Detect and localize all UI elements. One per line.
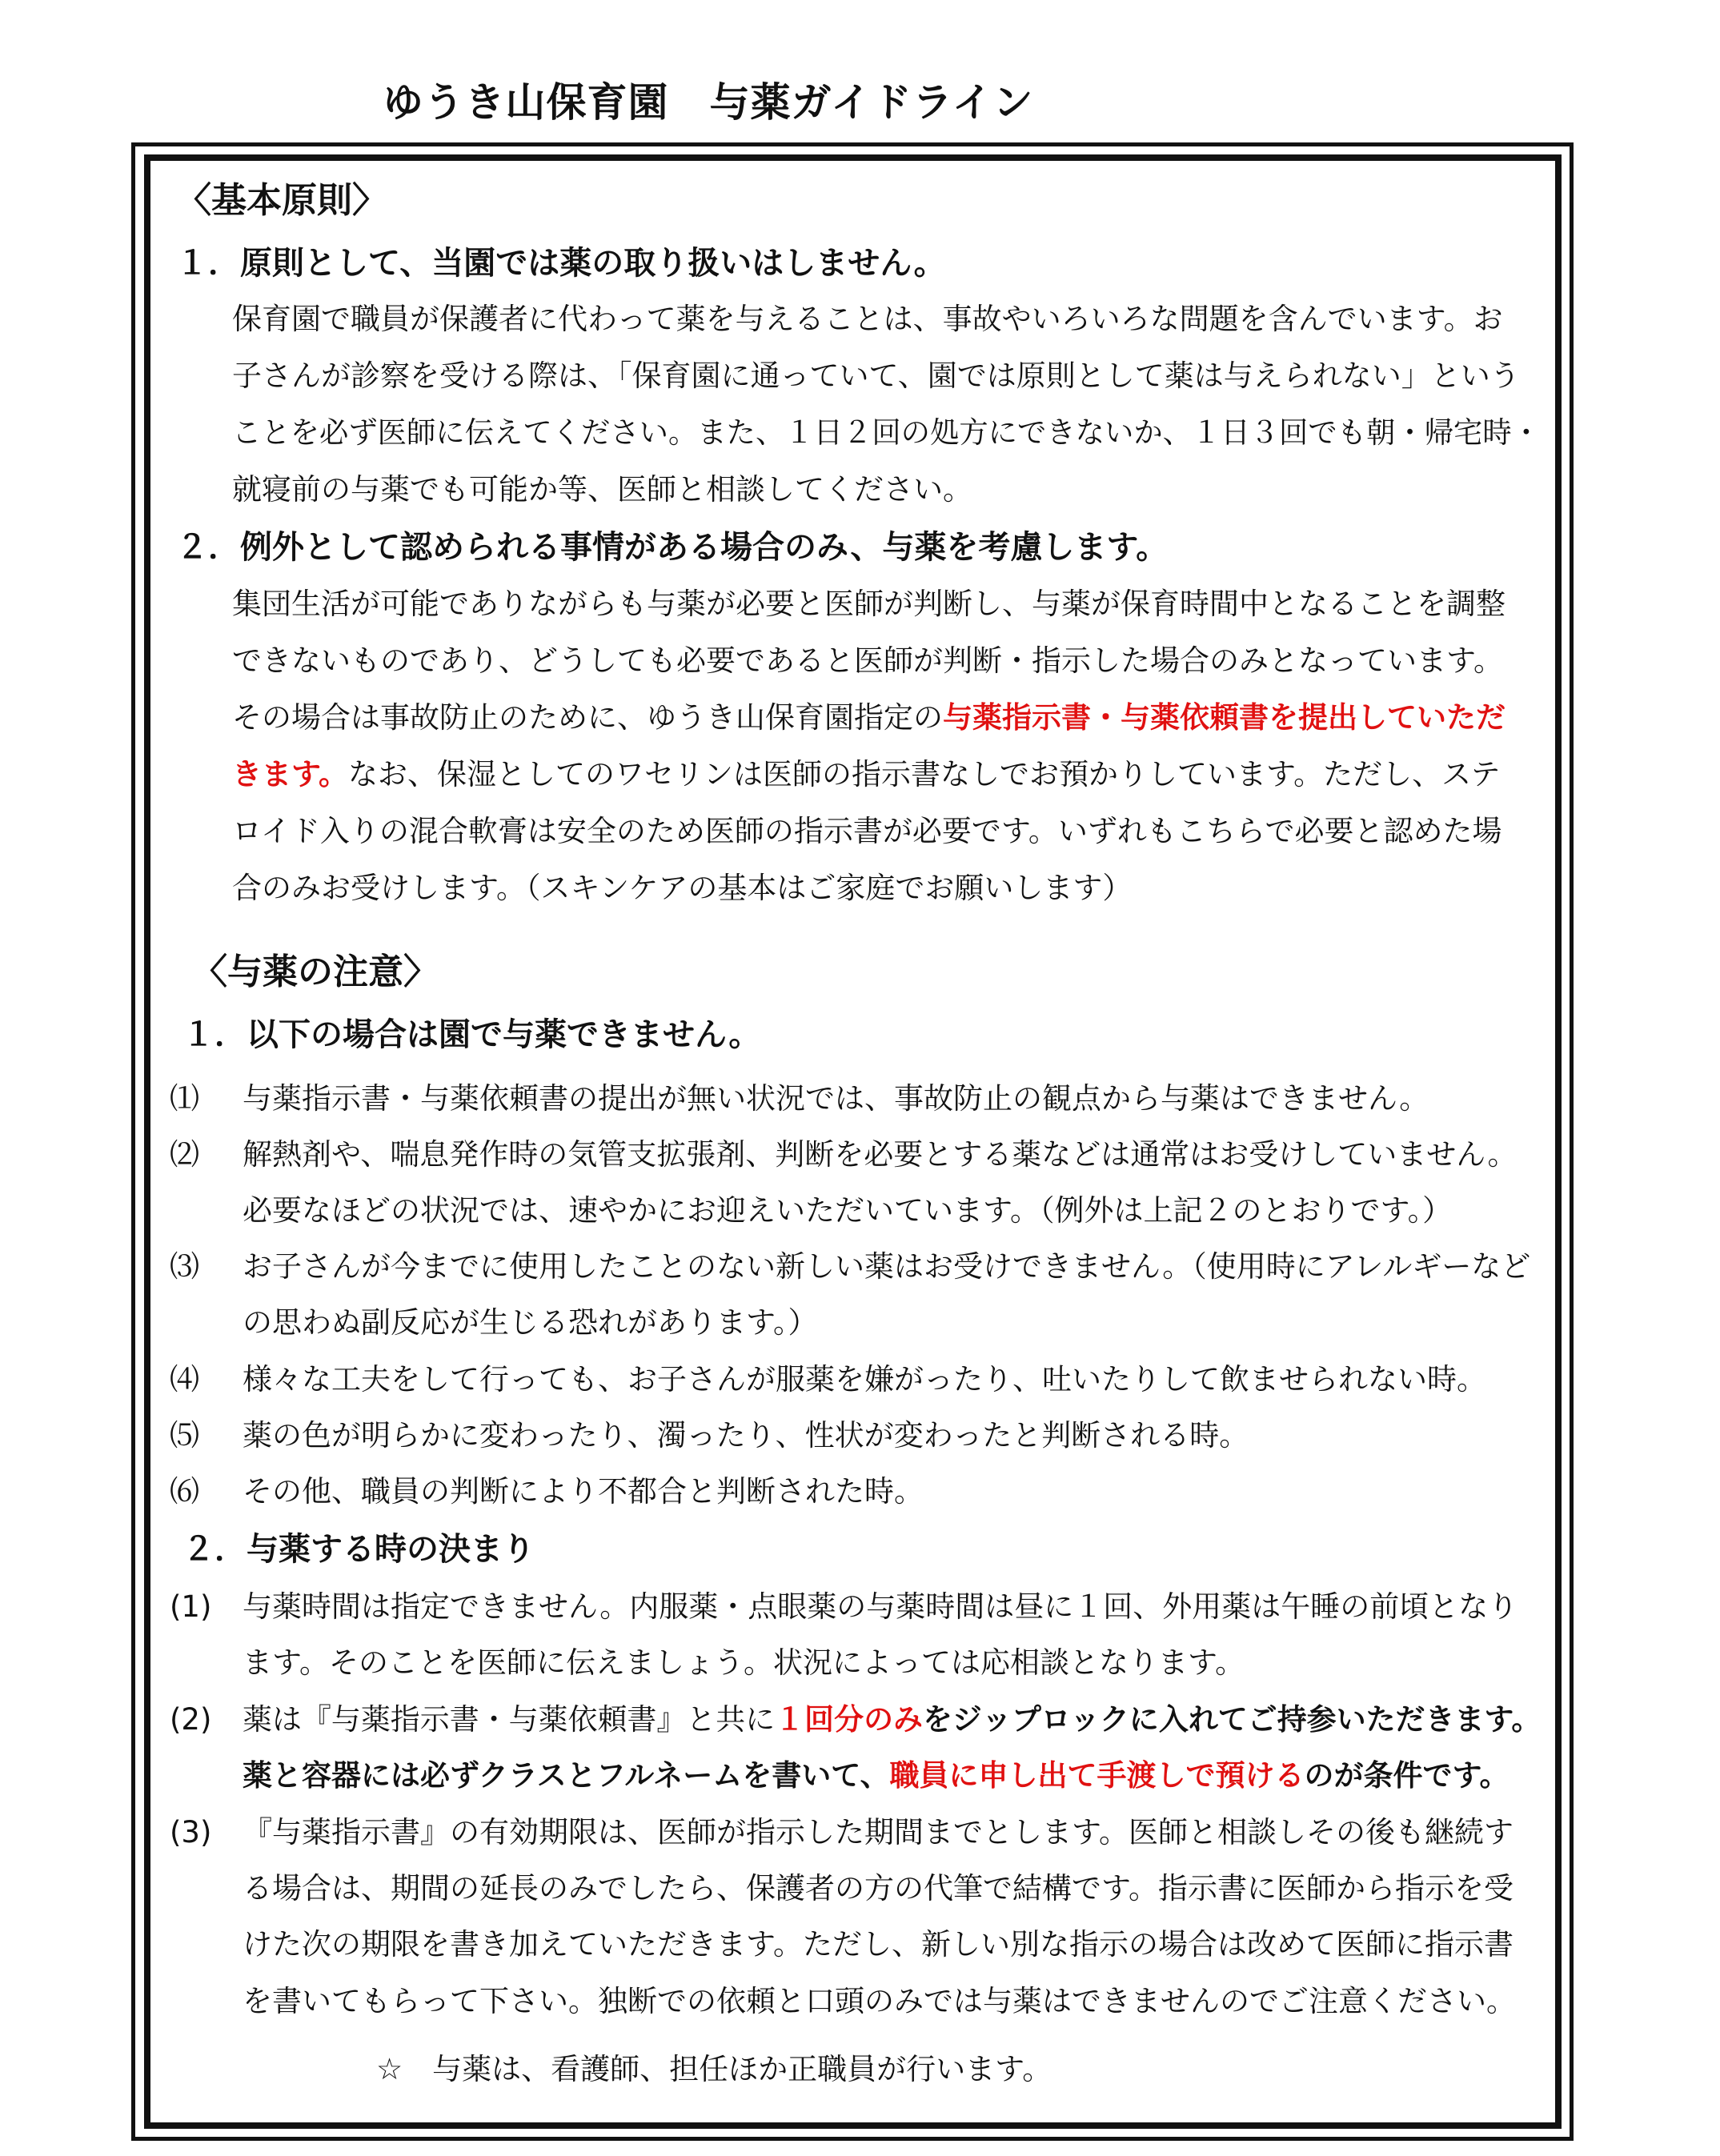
list-item xyxy=(243,1700,1541,1740)
text-run: 薬は『与薬指示書・与薬依頼書』と共に xyxy=(243,1702,776,1737)
emphasis-text: １回分のみ xyxy=(775,1702,923,1737)
section-heading-medication-notes: 〈与薬の注意〉 xyxy=(192,952,439,992)
paragraph-line: 合のみお受けします。（スキンケアの基本はご家庭でお願いします） xyxy=(232,871,1133,905)
item-number: ⑹ xyxy=(170,1474,199,1509)
list-item: その他、職員の判断により不都合と判断された時。 xyxy=(243,1474,924,1509)
list-item: 様々な工夫をして行っても、お子さんが服薬を嫌がったり、吐いたりして飲ませられない時。 xyxy=(243,1362,1486,1397)
list-item: けた次の期限を書き加えていただきます。ただし、新しい別な指示の場合は改めて医師に指示書 xyxy=(243,1927,1514,1962)
item-number: ⑵ xyxy=(170,1137,199,1172)
footer-note: ☆ 与薬は、看護師、担任ほか正職員が行います。 xyxy=(376,2052,1052,2086)
page-title: ゆうき山保育園 与薬ガイドライン xyxy=(383,79,1034,126)
paragraph-line xyxy=(232,755,1500,795)
bold-text: をジップロックに入れてご持参いただきます。 xyxy=(922,1702,1542,1737)
paragraph-line: 就寝前の与薬でも可能か等、医師と相談してください。 xyxy=(232,472,972,507)
point-heading: ２．例外として認められる事情がある場合のみ、与薬を考慮します。 xyxy=(176,529,1169,566)
list-item: ます。そのことを医師に伝えましょう。状況によっては応相談となります。 xyxy=(243,1645,1245,1680)
list-item xyxy=(243,1756,1510,1796)
bold-text: 薬と容器には必ずクラスとフルネームを書いて、 xyxy=(243,1758,890,1793)
list-item: お子さんが今までに使用したことのない新しい薬はお受けできません。（使用時にアレルギーなど xyxy=(243,1249,1531,1284)
point-heading: ２．与薬する時の決まり xyxy=(182,1531,535,1568)
item-number: (1) xyxy=(170,1589,212,1624)
paragraph-line: 保育園で職員が保護者に代わって薬を与えることは、事故やいろいろな問題を含んでいます。お xyxy=(232,302,1503,336)
paragraph-line: ロイド入りの混合軟膏は安全のため医師の指示書が必要です。いずれもこちらで必要と認めた場 xyxy=(232,814,1502,848)
emphasis-text: 与薬指示書・与薬依頼書を提出していただ xyxy=(943,700,1506,735)
item-number: ⑷ xyxy=(170,1362,199,1397)
list-item: 薬の色が明らかに変わったり、濁ったり、性状が変わったと判断される時。 xyxy=(243,1418,1249,1453)
list-item: の思わぬ副反応が生じる恐れがあります。） xyxy=(243,1305,818,1340)
text-run: なお、保湿としてのワセリンは医師の指示書なしでお預かりしています。ただし、ステ xyxy=(348,757,1501,791)
text-run: その場合は事故防止のために、ゆうき山保育園指定の xyxy=(232,700,943,735)
paragraph-line: できないものであり、どうしても必要であると医師が判断・指示した場合のみとなっています。 xyxy=(232,643,1504,678)
paragraph-line: ことを必ず医師に伝えてください。また、１日２回の処方にできないか、１日３回でも朝・帰宅時・ xyxy=(232,415,1542,450)
section-heading-basic-principles: 〈基本原則〉 xyxy=(176,180,387,221)
list-item: 与薬指示書・与薬依頼書の提出が無い状況では、事故防止の観点から与薬はできません。 xyxy=(243,1081,1429,1116)
item-number: (2) xyxy=(170,1702,212,1737)
item-number: ⑸ xyxy=(170,1418,199,1453)
item-number: ⑴ xyxy=(170,1081,199,1116)
list-item: 『与薬指示書』の有効期限は、医師が指示した期間までとします。医師と相談しその後も継続す xyxy=(243,1815,1514,1849)
emphasis-text: きます。 xyxy=(232,757,349,791)
list-item: 与薬時間は指定できません。内服薬・点眼薬の与薬時間は昼に１回、外用薬は午睡の前頃となり xyxy=(243,1589,1518,1624)
paragraph-line: 子さんが診察を受ける際は、「保育園に通っていて、園では原則として薬は与えられない」という xyxy=(232,359,1520,393)
bold-text: のが条件です。 xyxy=(1304,1758,1510,1793)
paragraph-line xyxy=(232,698,1506,738)
item-number: ⑶ xyxy=(170,1249,199,1284)
list-item: 解熱剤や、喘息発作時の気管支拡張剤、判断を必要とする薬などは通常はお受けしていません。 xyxy=(243,1137,1518,1172)
item-number: (3) xyxy=(170,1815,212,1849)
paragraph-line: 集団生活が可能でありながらも与薬が必要と医師が判断し、与薬が保育時間中となることを調整 xyxy=(232,587,1506,621)
list-item: を書いてもらって下さい。独断での依頼と口頭のみでは与薬はできませんのでご注意ください。 xyxy=(243,1984,1516,2018)
list-item: 必要なほどの状況では、速やかにお迎えいただいています。（例外は上記２のとおりです。） xyxy=(243,1193,1453,1228)
point-heading: １．原則として、当園では薬の取り扱いはしません。 xyxy=(176,245,946,282)
list-item: る場合は、期間の延長のみでしたら、保護者の方の代筆で結構です。指示書に医師から指示を受 xyxy=(243,1871,1514,1906)
emphasis-text: 職員に申し出て手渡しで預ける xyxy=(889,1758,1305,1793)
point-heading: １．以下の場合は園で与薬できません。 xyxy=(182,1016,761,1053)
